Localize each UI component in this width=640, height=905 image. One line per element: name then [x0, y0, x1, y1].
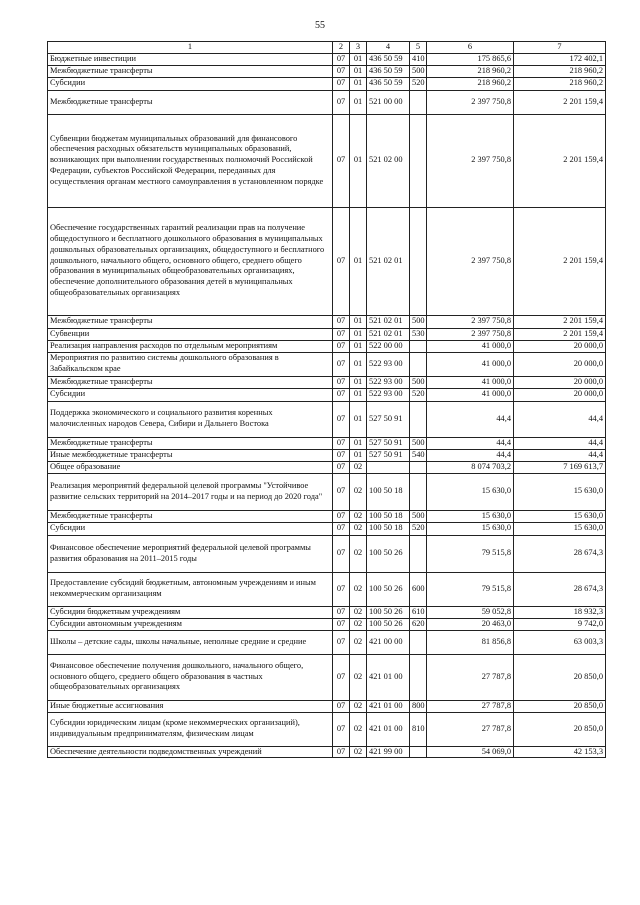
cell-amount-year-2: 63 003,3: [514, 630, 606, 654]
cell-section: 07: [333, 328, 350, 340]
cell-target-article: 421 01 00: [367, 712, 410, 746]
cell-amount-year-1: 218 960,2: [427, 65, 514, 77]
cell-section: 07: [333, 618, 350, 630]
cell-expense-type: 500: [410, 65, 427, 77]
table-row: [48, 437, 606, 449]
cell-name: Субвенции: [48, 328, 333, 340]
cell-name: Поддержка экономического и социального развития коренных малочисленных народов Севера, Сибири и Дальнего Востока: [48, 401, 333, 437]
cell-name: Предоставление субсидий бюджетным, автономным учреждениям и иным некоммерческим организациям: [48, 572, 333, 606]
table-row: [48, 712, 606, 746]
cell-name: Реализация мероприятий федеральной целевой программы "Устойчивое развитие сельских территорий на 2014–2017 годы и на период до 2020 года": [48, 473, 333, 510]
cell-amount-year-1: 175 865,6: [427, 54, 514, 66]
cell-section: 07: [333, 449, 350, 461]
cell-name: Субсидии автономным учреждениям: [48, 618, 333, 630]
cell-name: Субсидии: [48, 522, 333, 535]
cell-target-article: 527 50 91: [367, 437, 410, 449]
cell-expense-type: 800: [410, 700, 427, 712]
cell-name: Реализация направления расходов по отдельным мероприятиям: [48, 340, 333, 352]
cell-target-article: 421 01 00: [367, 654, 410, 700]
cell-target-article: [367, 461, 410, 473]
cell-expense-type: 520: [410, 388, 427, 401]
cell-amount-year-1: 27 787,8: [427, 700, 514, 712]
header-col-7: 7: [514, 42, 606, 54]
cell-expense-type: 610: [410, 606, 427, 618]
cell-section: 07: [333, 207, 350, 315]
cell-subsection: 01: [350, 90, 367, 114]
cell-section: 07: [333, 700, 350, 712]
cell-subsection: 01: [350, 114, 367, 207]
cell-target-article: 100 50 18: [367, 473, 410, 510]
header-col-4: 4: [367, 42, 410, 54]
cell-amount-year-1: 41 000,0: [427, 352, 514, 376]
cell-subsection: 02: [350, 606, 367, 618]
cell-subsection: 01: [350, 401, 367, 437]
cell-amount-year-2: 7 169 613,7: [514, 461, 606, 473]
cell-target-article: 527 50 91: [367, 401, 410, 437]
cell-subsection: 01: [350, 77, 367, 90]
table-row: [48, 340, 606, 352]
cell-target-article: 100 50 26: [367, 606, 410, 618]
cell-name: Обеспечение деятельности подведомственных учреждений: [48, 746, 333, 758]
table-row: [48, 77, 606, 90]
cell-subsection: 02: [350, 700, 367, 712]
cell-amount-year-2: 18 932,3: [514, 606, 606, 618]
cell-section: 07: [333, 654, 350, 700]
cell-expense-type: [410, 114, 427, 207]
cell-amount-year-1: 59 052,8: [427, 606, 514, 618]
table-row: [48, 473, 606, 510]
budget-table: [47, 41, 606, 758]
cell-amount-year-1: 15 630,0: [427, 522, 514, 535]
cell-amount-year-1: 2 397 750,8: [427, 207, 514, 315]
cell-subsection: 01: [350, 207, 367, 315]
page-number: 55: [315, 20, 325, 31]
cell-subsection: 01: [350, 340, 367, 352]
cell-amount-year-2: 172 402,1: [514, 54, 606, 66]
cell-target-article: 421 00 00: [367, 630, 410, 654]
cell-amount-year-2: 9 742,0: [514, 618, 606, 630]
cell-section: 07: [333, 114, 350, 207]
cell-amount-year-2: 28 674,3: [514, 572, 606, 606]
cell-expense-type: 500: [410, 510, 427, 522]
cell-amount-year-2: 44,4: [514, 401, 606, 437]
cell-target-article: 527 50 91: [367, 449, 410, 461]
cell-expense-type: [410, 401, 427, 437]
table-body: [48, 54, 606, 758]
header-row: [48, 42, 606, 54]
cell-name: Школы – детские сады, школы начальные, неполные средние и средние: [48, 630, 333, 654]
cell-section: 07: [333, 90, 350, 114]
cell-target-article: 522 00 00: [367, 340, 410, 352]
cell-amount-year-2: 20 850,0: [514, 654, 606, 700]
cell-amount-year-1: 218 960,2: [427, 77, 514, 90]
cell-target-article: 522 93 00: [367, 388, 410, 401]
cell-amount-year-1: 41 000,0: [427, 376, 514, 388]
cell-name: Межбюджетные трансферты: [48, 315, 333, 328]
cell-section: 07: [333, 65, 350, 77]
header-col-3: 3: [350, 42, 367, 54]
cell-amount-year-1: 2 397 750,8: [427, 315, 514, 328]
cell-subsection: 01: [350, 328, 367, 340]
table-row: [48, 376, 606, 388]
cell-target-article: 100 50 18: [367, 510, 410, 522]
table-row: [48, 65, 606, 77]
cell-subsection: 02: [350, 522, 367, 535]
cell-subsection: 02: [350, 572, 367, 606]
cell-name: Субсидии юридическим лицам (кроме некоммерческих организаций), индивидуальным предпринимателям, физическим лицам: [48, 712, 333, 746]
cell-name: Межбюджетные трансферты: [48, 510, 333, 522]
cell-expense-type: [410, 746, 427, 758]
cell-section: 07: [333, 572, 350, 606]
cell-amount-year-1: 15 630,0: [427, 473, 514, 510]
cell-amount-year-2: 28 674,3: [514, 535, 606, 572]
cell-target-article: 100 50 26: [367, 572, 410, 606]
cell-name: Субвенции бюджетам муниципальных образований для финансового обеспечения расходных обязательств муниципальных образований, возникающих при выполнении государственных полномочий Российской Федерации, субъектов Российской Федерации, переданных для осуществления органам местного самоуправления в установленном порядке: [48, 114, 333, 207]
cell-name: Межбюджетные трансферты: [48, 65, 333, 77]
table-row: [48, 572, 606, 606]
cell-amount-year-2: 42 153,3: [514, 746, 606, 758]
table-row: [48, 114, 606, 207]
cell-section: 07: [333, 522, 350, 535]
cell-subsection: 01: [350, 449, 367, 461]
cell-subsection: 02: [350, 654, 367, 700]
cell-target-article: 522 93 00: [367, 352, 410, 376]
cell-amount-year-2: 2 201 159,4: [514, 328, 606, 340]
cell-subsection: 02: [350, 712, 367, 746]
cell-expense-type: [410, 340, 427, 352]
cell-amount-year-2: 20 000,0: [514, 388, 606, 401]
cell-target-article: 100 50 18: [367, 522, 410, 535]
cell-amount-year-1: 20 463,0: [427, 618, 514, 630]
cell-expense-type: 540: [410, 449, 427, 461]
cell-subsection: 02: [350, 473, 367, 510]
cell-expense-type: [410, 90, 427, 114]
cell-amount-year-1: 44,4: [427, 449, 514, 461]
cell-section: 07: [333, 473, 350, 510]
cell-expense-type: [410, 654, 427, 700]
cell-expense-type: 620: [410, 618, 427, 630]
cell-amount-year-1: 2 397 750,8: [427, 114, 514, 207]
table-row: [48, 207, 606, 315]
cell-subsection: 01: [350, 376, 367, 388]
cell-section: 07: [333, 54, 350, 66]
cell-amount-year-2: 2 201 159,4: [514, 315, 606, 328]
cell-amount-year-1: 79 515,8: [427, 572, 514, 606]
cell-expense-type: 520: [410, 77, 427, 90]
table-row: [48, 618, 606, 630]
cell-amount-year-1: 41 000,0: [427, 340, 514, 352]
cell-subsection: 01: [350, 315, 367, 328]
cell-target-article: 100 50 26: [367, 535, 410, 572]
table-row: [48, 630, 606, 654]
cell-name: Межбюджетные трансферты: [48, 437, 333, 449]
table-row: [48, 461, 606, 473]
cell-target-article: 436 50 59: [367, 54, 410, 66]
header-col-5: 5: [410, 42, 427, 54]
cell-target-article: 421 99 00: [367, 746, 410, 758]
cell-section: 07: [333, 340, 350, 352]
cell-amount-year-1: 44,4: [427, 437, 514, 449]
table-row: [48, 746, 606, 758]
cell-amount-year-2: 44,4: [514, 449, 606, 461]
cell-target-article: 100 50 26: [367, 618, 410, 630]
table-row: [48, 401, 606, 437]
cell-amount-year-2: 20 850,0: [514, 712, 606, 746]
cell-expense-type: [410, 473, 427, 510]
cell-amount-year-1: 27 787,8: [427, 654, 514, 700]
cell-subsection: 01: [350, 352, 367, 376]
cell-section: 07: [333, 746, 350, 758]
cell-expense-type: 410: [410, 54, 427, 66]
table-row: [48, 328, 606, 340]
cell-amount-year-2: 15 630,0: [514, 473, 606, 510]
cell-expense-type: [410, 535, 427, 572]
cell-target-article: 521 02 00: [367, 114, 410, 207]
cell-amount-year-2: 20 000,0: [514, 352, 606, 376]
cell-name: Субсидии бюджетным учреждениям: [48, 606, 333, 618]
table-row: [48, 522, 606, 535]
cell-name: Иные межбюджетные трансферты: [48, 449, 333, 461]
cell-amount-year-1: 2 397 750,8: [427, 328, 514, 340]
cell-section: 07: [333, 401, 350, 437]
cell-expense-type: 530: [410, 328, 427, 340]
table-row: [48, 54, 606, 66]
cell-name: Бюджетные инвестиции: [48, 54, 333, 66]
cell-target-article: 522 93 00: [367, 376, 410, 388]
cell-target-article: 436 50 59: [367, 77, 410, 90]
cell-amount-year-2: 20 000,0: [514, 340, 606, 352]
cell-subsection: 02: [350, 618, 367, 630]
cell-subsection: 02: [350, 510, 367, 522]
cell-subsection: 01: [350, 437, 367, 449]
cell-target-article: 521 00 00: [367, 90, 410, 114]
header-col-2: 2: [333, 42, 350, 54]
cell-expense-type: [410, 630, 427, 654]
cell-section: 07: [333, 510, 350, 522]
cell-amount-year-1: 79 515,8: [427, 535, 514, 572]
cell-expense-type: 500: [410, 437, 427, 449]
table-row: [48, 315, 606, 328]
cell-section: 07: [333, 461, 350, 473]
cell-expense-type: [410, 207, 427, 315]
cell-target-article: 421 01 00: [367, 700, 410, 712]
table-row: [48, 388, 606, 401]
cell-expense-type: [410, 461, 427, 473]
cell-name: Субсидии: [48, 77, 333, 90]
cell-section: 07: [333, 77, 350, 90]
cell-subsection: 02: [350, 535, 367, 572]
cell-amount-year-1: 2 397 750,8: [427, 90, 514, 114]
cell-amount-year-1: 54 069,0: [427, 746, 514, 758]
cell-name: Субсидии: [48, 388, 333, 401]
cell-amount-year-2: 218 960,2: [514, 77, 606, 90]
cell-name: Финансовое обеспечение получения дошкольного, начального общего, основного общего, среднего общего образования в частных общеобразовательных организациях: [48, 654, 333, 700]
cell-amount-year-2: 2 201 159,4: [514, 90, 606, 114]
cell-section: 07: [333, 352, 350, 376]
cell-amount-year-2: 2 201 159,4: [514, 114, 606, 207]
cell-amount-year-1: 27 787,8: [427, 712, 514, 746]
cell-section: 07: [333, 712, 350, 746]
table-row: [48, 510, 606, 522]
cell-target-article: 521 02 01: [367, 207, 410, 315]
cell-subsection: 01: [350, 388, 367, 401]
cell-expense-type: 600: [410, 572, 427, 606]
table-row: [48, 90, 606, 114]
cell-amount-year-2: 20 000,0: [514, 376, 606, 388]
table-row: [48, 352, 606, 376]
cell-section: 07: [333, 606, 350, 618]
cell-subsection: 01: [350, 65, 367, 77]
cell-target-article: 521 02 01: [367, 315, 410, 328]
cell-name: Межбюджетные трансферты: [48, 90, 333, 114]
cell-amount-year-1: 41 000,0: [427, 388, 514, 401]
cell-section: 07: [333, 437, 350, 449]
cell-amount-year-2: 218 960,2: [514, 65, 606, 77]
cell-section: 07: [333, 376, 350, 388]
cell-section: 07: [333, 315, 350, 328]
cell-amount-year-1: 44,4: [427, 401, 514, 437]
cell-name: Общее образование: [48, 461, 333, 473]
cell-expense-type: 520: [410, 522, 427, 535]
header-col-1: 1: [48, 42, 333, 54]
cell-section: 07: [333, 630, 350, 654]
cell-target-article: 521 02 01: [367, 328, 410, 340]
cell-amount-year-2: 2 201 159,4: [514, 207, 606, 315]
cell-name: Обеспечение государственных гарантий реализации прав на получение общедоступного и бесплатного дошкольного образования в муниципальных дошкольных образовательных организациях, общедоступного и бесплатного дошкольного, начального общего, основного общего, среднего общего образования в муниципальных общеобразовательных организациях, обеспечение дополнительного образования детей в муниципальных общеобразовательных организациях: [48, 207, 333, 315]
cell-amount-year-1: 81 856,8: [427, 630, 514, 654]
table-row: [48, 449, 606, 461]
table-row: [48, 606, 606, 618]
table-row: [48, 535, 606, 572]
table-row: [48, 700, 606, 712]
cell-expense-type: 500: [410, 315, 427, 328]
cell-section: 07: [333, 535, 350, 572]
cell-expense-type: 810: [410, 712, 427, 746]
cell-amount-year-2: 44,4: [514, 437, 606, 449]
cell-section: 07: [333, 388, 350, 401]
table-row: [48, 654, 606, 700]
cell-amount-year-2: 20 850,0: [514, 700, 606, 712]
cell-subsection: 02: [350, 461, 367, 473]
cell-amount-year-2: 15 630,0: [514, 522, 606, 535]
cell-subsection: 01: [350, 54, 367, 66]
cell-target-article: 436 50 59: [367, 65, 410, 77]
cell-amount-year-2: 15 630,0: [514, 510, 606, 522]
cell-subsection: 02: [350, 746, 367, 758]
cell-subsection: 02: [350, 630, 367, 654]
cell-name: Финансовое обеспечение мероприятий федеральной целевой программы развития образования на 2011–2015 годы: [48, 535, 333, 572]
cell-name: Мероприятия по развитию системы дошкольного образования в Забайкальском крае: [48, 352, 333, 376]
header-col-6: 6: [427, 42, 514, 54]
cell-name: Иные бюджетные ассигнования: [48, 700, 333, 712]
cell-amount-year-1: 8 074 703,2: [427, 461, 514, 473]
cell-expense-type: [410, 352, 427, 376]
cell-expense-type: 500: [410, 376, 427, 388]
cell-amount-year-1: 15 630,0: [427, 510, 514, 522]
cell-name: Межбюджетные трансферты: [48, 376, 333, 388]
